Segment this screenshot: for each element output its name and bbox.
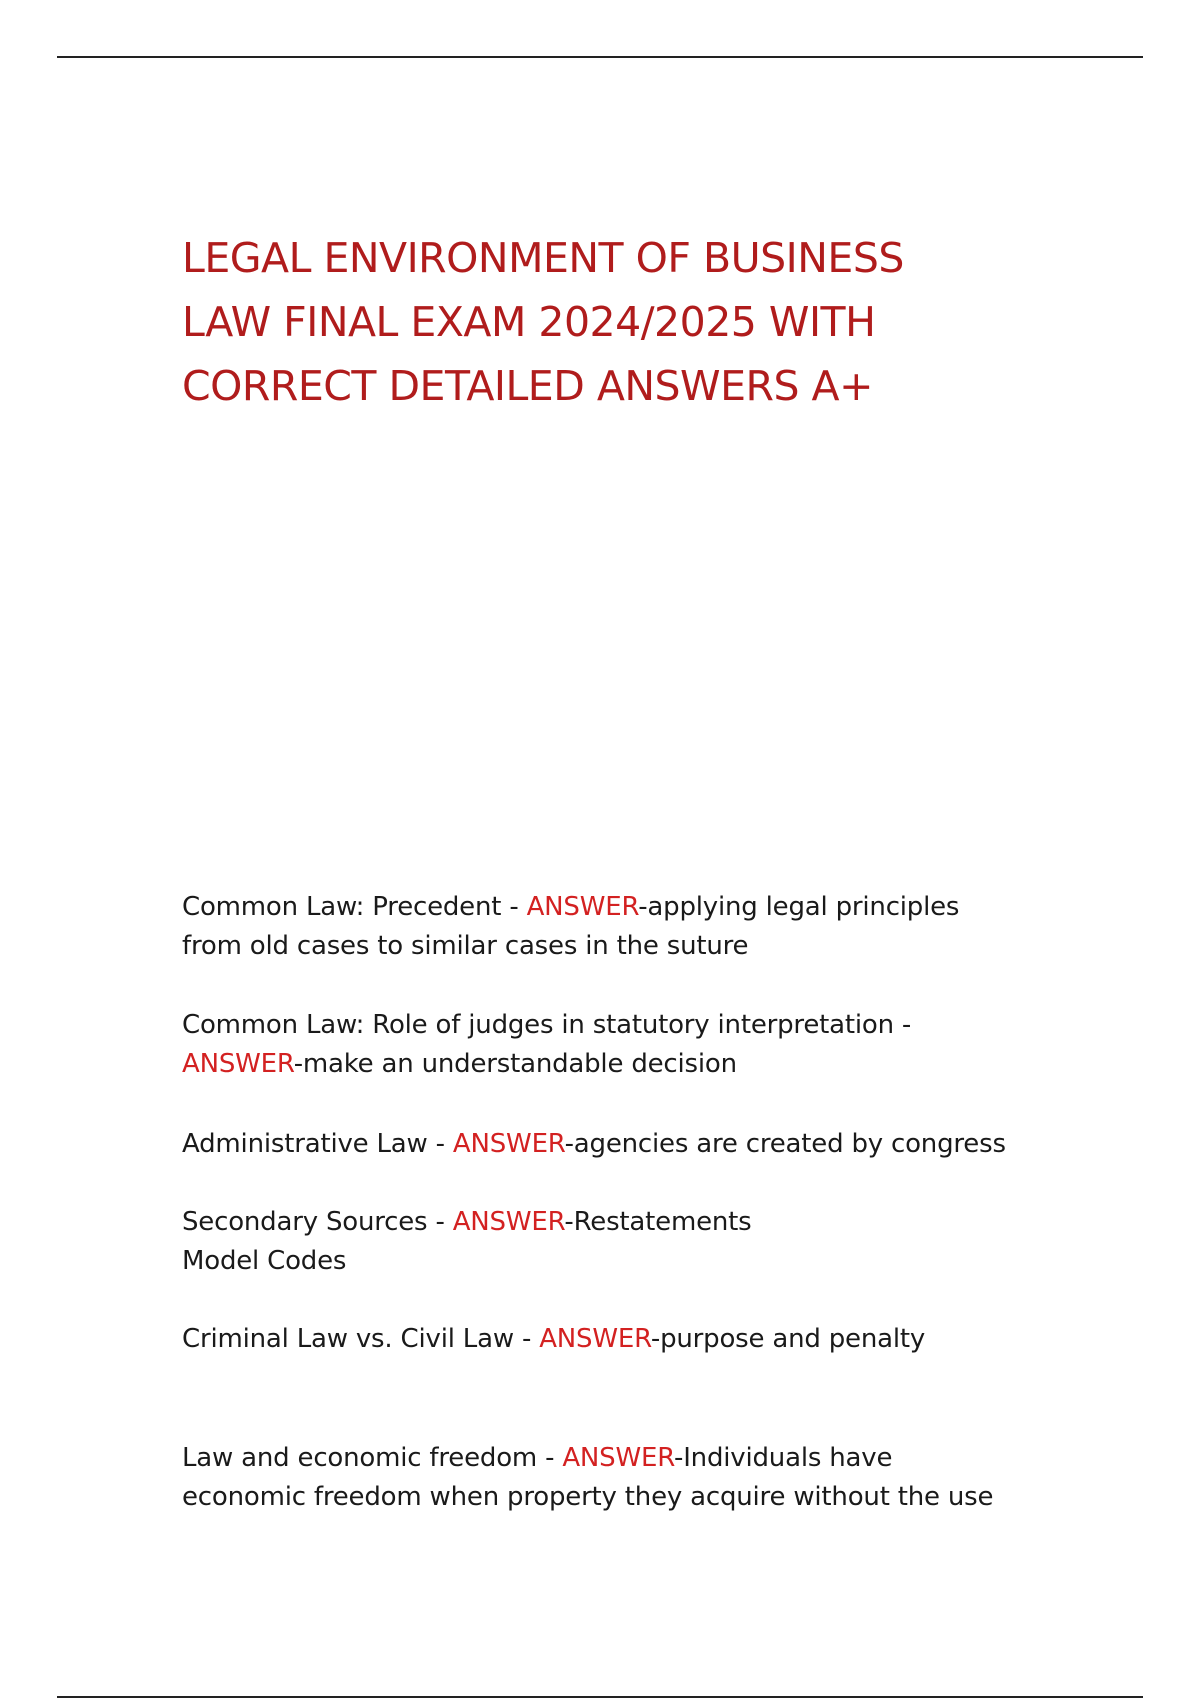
answer-tag: ANSWER xyxy=(452,1207,565,1237)
qa-line xyxy=(182,1439,1102,1478)
document-title xyxy=(182,226,1082,418)
question-text: Common Law: Role of judges in statutory interpretation - xyxy=(182,1010,912,1040)
qa-item xyxy=(182,1439,1102,1517)
answer-tag: ANSWER xyxy=(182,1049,294,1079)
title-line: LAW FINAL EXAM 2024/2025 WITH xyxy=(182,298,876,346)
answer-text: -applying legal principles xyxy=(638,892,960,922)
title-line: LEGAL ENVIRONMENT OF BUSINESS xyxy=(182,234,904,282)
qa-item xyxy=(182,1125,1102,1164)
answer-text: -Restatements xyxy=(564,1207,752,1237)
answer-continuation: from old cases to similar cases in the suture xyxy=(182,931,749,961)
bottom-rule xyxy=(57,1696,1143,1698)
question-text: Common Law: Precedent - xyxy=(182,892,527,922)
answer-tag: ANSWER xyxy=(452,1129,565,1159)
qa-line xyxy=(182,1203,1102,1242)
answer-text: -purpose and penalty xyxy=(650,1324,926,1354)
qa-item xyxy=(182,1006,1102,1084)
question-text: Law and economic freedom - xyxy=(182,1443,563,1473)
question-text: Administrative Law - xyxy=(182,1129,453,1159)
question-text: Criminal Law vs. Civil Law - xyxy=(182,1324,540,1354)
qa-item xyxy=(182,888,1102,966)
answer-text: -Individuals have xyxy=(674,1443,893,1473)
qa-line xyxy=(182,1320,1102,1359)
question-text: Secondary Sources - xyxy=(182,1207,453,1237)
qa-line xyxy=(182,888,1102,927)
qa-line xyxy=(182,1045,1102,1084)
answer-text: -agencies are created by congress xyxy=(564,1129,1006,1159)
answer-continuation: economic freedom when property they acquire without the use xyxy=(182,1482,994,1512)
qa-item xyxy=(182,1203,1102,1281)
top-rule xyxy=(57,56,1143,58)
answer-tag: ANSWER xyxy=(562,1443,675,1473)
qa-line xyxy=(182,1125,1102,1164)
answer-tag: ANSWER xyxy=(539,1324,651,1354)
answer-text: -make an understandable decision xyxy=(293,1049,737,1079)
answer-tag: ANSWER xyxy=(526,892,639,922)
qa-item xyxy=(182,1320,1102,1359)
answer-continuation: Model Codes xyxy=(182,1246,347,1276)
title-line: CORRECT DETAILED ANSWERS A+ xyxy=(182,362,873,410)
